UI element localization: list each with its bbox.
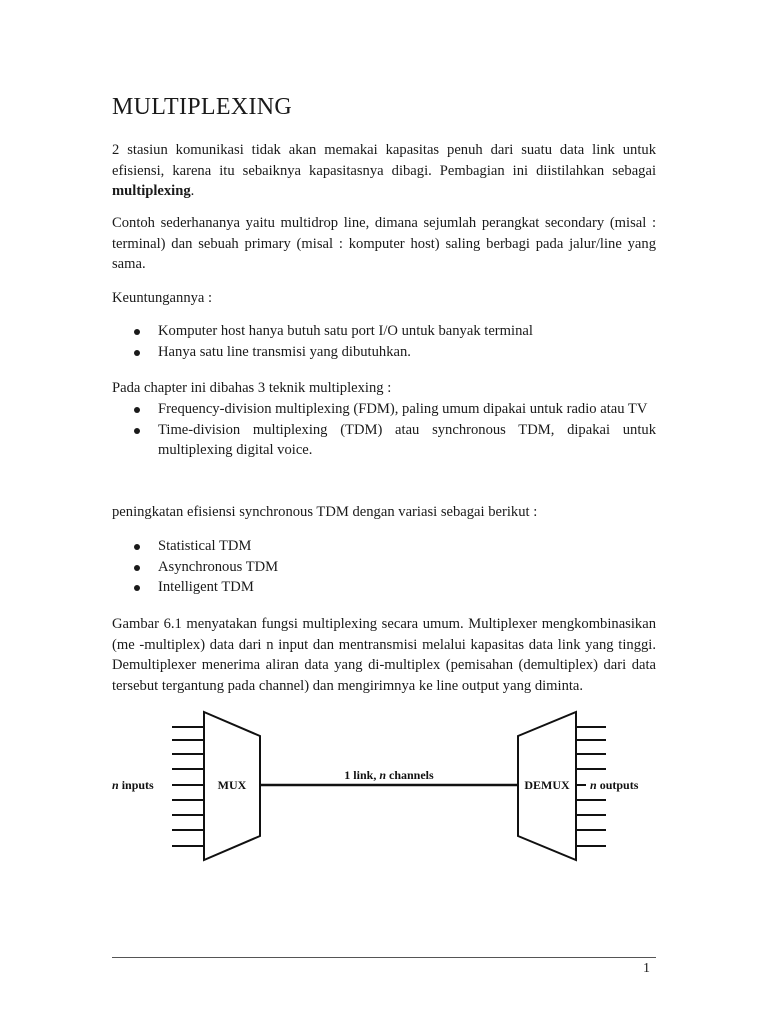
list-item [112, 557, 656, 578]
demux-label: DEMUX [524, 778, 570, 792]
list-item-text: Komputer host hanya butuh satu port I/O untuk banyak terminal [158, 323, 533, 339]
mux-label: MUX [217, 778, 247, 792]
bullet-icon [134, 565, 140, 571]
list-item-text: Asynchronous TDM [158, 558, 279, 575]
link-n: n [379, 768, 387, 782]
variations-list [112, 536, 656, 598]
list-item [112, 342, 656, 363]
outputs-text: outputs [596, 778, 639, 792]
bullet-icon [134, 350, 140, 356]
list-item-text: Statistical TDM [158, 538, 252, 554]
paragraph-advantages-heading: Keuntungannya : [112, 290, 213, 306]
inputs-n: n [112, 778, 119, 792]
list-item [112, 577, 656, 598]
intro-text: 2 stasiun komunikasi tidak akan memakai kapasitas penuh dari suatu data link untuk efisiensi, karena itu sebaiknya kapasitasnya dibagi. Pembagian ini diistilahkan sebagai [112, 142, 656, 179]
list-item [112, 536, 656, 557]
bullet-icon [134, 544, 140, 550]
list-item-text: Intelligent TDM [158, 579, 254, 595]
inputs-label [112, 778, 154, 792]
intro-text-end: . [190, 183, 195, 199]
page-number: 1 [643, 961, 650, 976]
link-suffix: channels [386, 768, 434, 782]
paragraph-intro [112, 140, 656, 202]
list-item-text: Hanya satu line transmisi yang dibutuhkan. [158, 343, 411, 360]
paragraph-variations-heading: peningkatan efisiensi synchronous TDM dengan variasi sebagai berikut : [112, 504, 538, 520]
outputs-label [590, 778, 639, 792]
inputs-text: inputs [118, 778, 154, 792]
advantages-list [112, 321, 656, 362]
bullet-icon [134, 407, 140, 413]
bullet-icon [134, 585, 140, 591]
list-item [112, 420, 656, 461]
multiplexing-diagram [112, 708, 672, 868]
link-label [344, 768, 434, 782]
paragraph-techniques-heading: Pada chapter ini dibahas 3 teknik multiplexing : [112, 380, 392, 396]
list-item [112, 321, 656, 342]
input-lines [172, 727, 204, 846]
list-item [112, 399, 656, 420]
list-item-text: Time-division multiplexing (TDM) atau synchronous TDM, dipakai untuk multiplexing digital voice. [158, 421, 656, 458]
list-item-text: Frequency-division multiplexing (FDM), paling umum dipakai untuk radio atau TV [158, 401, 648, 417]
outputs-n: n [590, 778, 597, 792]
bullet-icon [134, 329, 140, 335]
page-title: MULTIPLEXING [112, 94, 293, 120]
bullet-icon [134, 428, 140, 434]
link-prefix: 1 link, [344, 768, 380, 782]
paragraph-example: Contoh sederhananya yaitu multidrop line, dimana sejumlah perangkat secondary (misal : terminal) dan sebuah primary (misal : komputer host) saling berbagi pada jalur/line yang sama. [112, 215, 656, 272]
techniques-list [112, 399, 656, 461]
footer-divider [112, 957, 656, 958]
intro-bold-term: multiplexing [112, 183, 191, 199]
paragraph-figure-description: Gambar 6.1 menyatakan fungsi multiplexing secara umum. Multiplexer mengkombinasikan (me -multiplex) data dari n input dan mentransmisi melalui kapasitas data link yang tinggi. Demultiplexer menerima aliran data yang di-multiplex (pemisahan (demultiplex) dari data tersebut tergantung pada channel) dan mengirimnya ke line output yang diminta. [112, 616, 656, 694]
